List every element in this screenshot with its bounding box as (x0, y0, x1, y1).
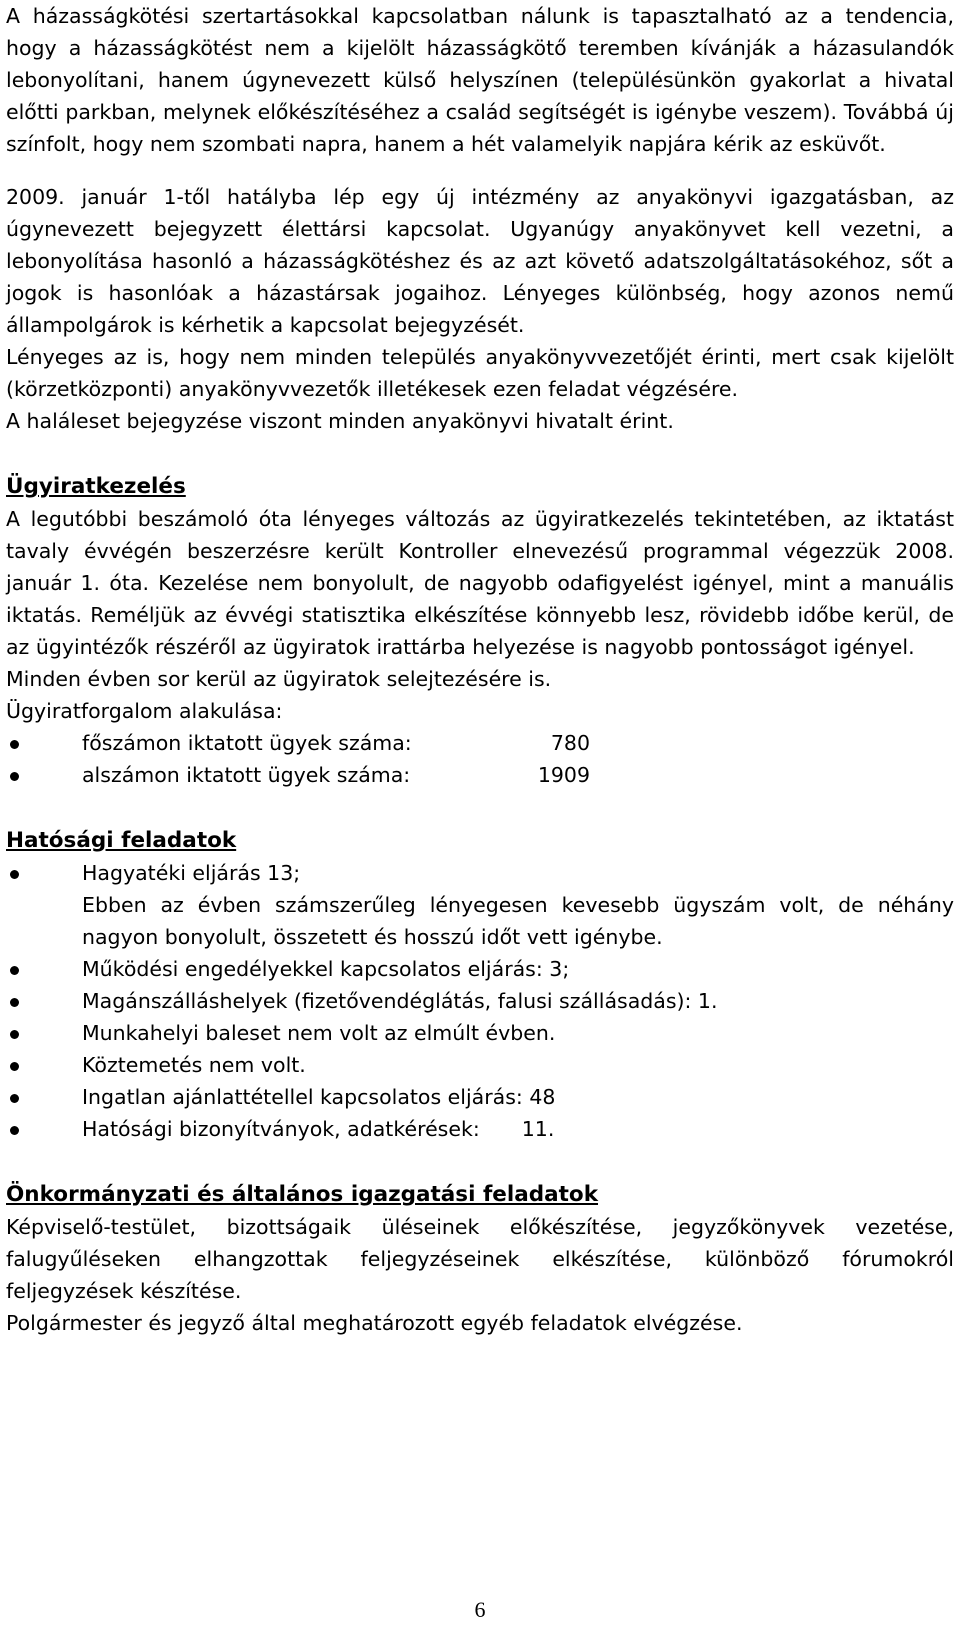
list-item-text: Ingatlan ajánlattétellel kapcsolatos eljárás: 48 (82, 1085, 556, 1109)
hatosagi-list (6, 857, 954, 889)
list-item (6, 727, 954, 759)
bullet-icon (10, 870, 19, 879)
list-item (6, 1081, 954, 1113)
intro-paragraph-registrars: Lényeges az is, hogy nem minden település anyakönyvvezetőjét érinti, mert csak kijelölt (körzetközponti) anyakönyvvezetők illetékesek ezen feladat végzésére. (6, 345, 954, 401)
bullet-icon (10, 1030, 19, 1039)
bullet-icon (10, 1094, 19, 1103)
ugyiratforgalom-list (6, 727, 954, 791)
bullet-icon (10, 740, 19, 749)
list-item-text: Hatósági bizonyítványok, adatkérések: (82, 1117, 480, 1141)
hatosagi-note: Ebben az évben számszerűleg lényegesen kevesebb ügyszám volt, de néhány nagyon bonyolult, összetett és hosszú időt vett igénybe. (82, 893, 954, 949)
stat-value: 780 (550, 731, 590, 755)
onkormanyzati-paragraph-2: Polgármester és jegyző által meghatározott egyéb feladatok elvégzése. (6, 1311, 743, 1335)
bullet-icon (10, 966, 19, 975)
list-item-text: Magánszálláshelyek (fizetővendéglátás, falusi szállásadás): 1. (82, 989, 718, 1013)
document-page (6, 0, 954, 1339)
list-item-text: Hagyatéki eljárás 13; (82, 861, 301, 885)
intro-paragraph-wedding: A házasságkötési szertartásokkal kapcsolatban nálunk is tapasztalható az a tendencia, hogy a házasságkötést nem a kijelölt házasságkötő teremben kívánják a házasulandók lebonyolítani, hanem úgynevezett külső helyszínen (településünkön gyakorlat a hivatal előtti parkban, melynek előkészítéséhez a család segítségét is igénybe veszem). Továbbá új színfolt, hogy nem szombati napra, hanem a hét valamelyik napjára kérik az esküvőt. (6, 4, 954, 156)
intro-paragraph-death: A haláleset bejegyzése viszont minden anyakönyvi hivatalt érint. (6, 409, 674, 433)
bullet-icon (10, 1126, 19, 1135)
ugyiratkezeles-selejtezes: Minden évben sor kerül az ügyiratok selejtezésére is. (6, 667, 552, 691)
stat-value: 1909 (537, 763, 590, 787)
list-item-text: Köztemetés nem volt. (82, 1053, 306, 1077)
bullet-icon (10, 998, 19, 1007)
section-heading-ugyiratkezeles: Ügyiratkezelés (6, 474, 186, 499)
stat-label: alszámon iktatott ügyek száma: (82, 763, 411, 787)
list-item (6, 985, 954, 1017)
section-heading-onkormanyzati: Önkormányzati és általános igazgatási feladatok (6, 1182, 599, 1207)
list-item-value: 11. (521, 1117, 555, 1141)
ugyiratkezeles-paragraph: A legutóbbi beszámoló óta lényeges változás az ügyiratkezelés tekintetében, az iktatást tavaly évvégén beszerzésre került Kontroller elnevezésű programmal végezzük 2008. január 1. óta. Kezelése nem bonyolult, de nagyobb odafigyelést igényel, mint a manuális iktatás. Reméljük az évvégi statisztika elkészítése könnyebb lesz, rövidebb időbe kerül, de az ügyintézők részéről az ügyiratok irattárba helyezése is nagyobb pontosságot igényel. (6, 507, 954, 659)
bullet-icon (10, 1062, 19, 1071)
hatosagi-list-rest (6, 953, 954, 1145)
intro-paragraph-partnership: 2009. január 1-től hatályba lép egy új intézmény az anyakönyvi igazgatásban, az úgynevezett bejegyzett élettársi kapcsolat. Ugyanúgy anyakönyvet kell vezetni, a lebonyolítása hasonló a házasságkötéshez és az azt követő adatszolgáltatásokéhoz, sőt a jogok is hasonlóak a házastársak jogaihoz. Lényeges különbség, hogy azonos nemű állampolgárok is kérhetik a kapcsolat bejegyzését. (6, 185, 954, 337)
list-item (6, 953, 954, 985)
page-number: 6 (474, 1597, 486, 1622)
list-item (6, 1017, 954, 1049)
list-item-text: Munkahelyi baleset nem volt az elmúlt évben. (82, 1021, 556, 1045)
bullet-icon (10, 772, 19, 781)
section-heading-hatosagi: Hatósági feladatok (6, 828, 237, 853)
list-item (6, 1049, 954, 1081)
onkormanyzati-paragraph: Képviselő-testület, bizottságaik üléseinek előkészítése, jegyzőkönyvek vezetése, falugyűléseken elhangzottak feljegyzéseinek elkészítése, különböző fórumokról feljegyzések készítése. (6, 1215, 954, 1303)
stat-label: főszámon iktatott ügyek száma: (82, 731, 412, 755)
ugyiratforgalom-label: Ügyiratforgalom alakulása: (6, 699, 283, 723)
list-item (6, 857, 954, 889)
list-item (6, 759, 954, 791)
list-item-text: Működési engedélyekkel kapcsolatos eljárás: 3; (82, 957, 570, 981)
list-item (6, 1113, 954, 1145)
